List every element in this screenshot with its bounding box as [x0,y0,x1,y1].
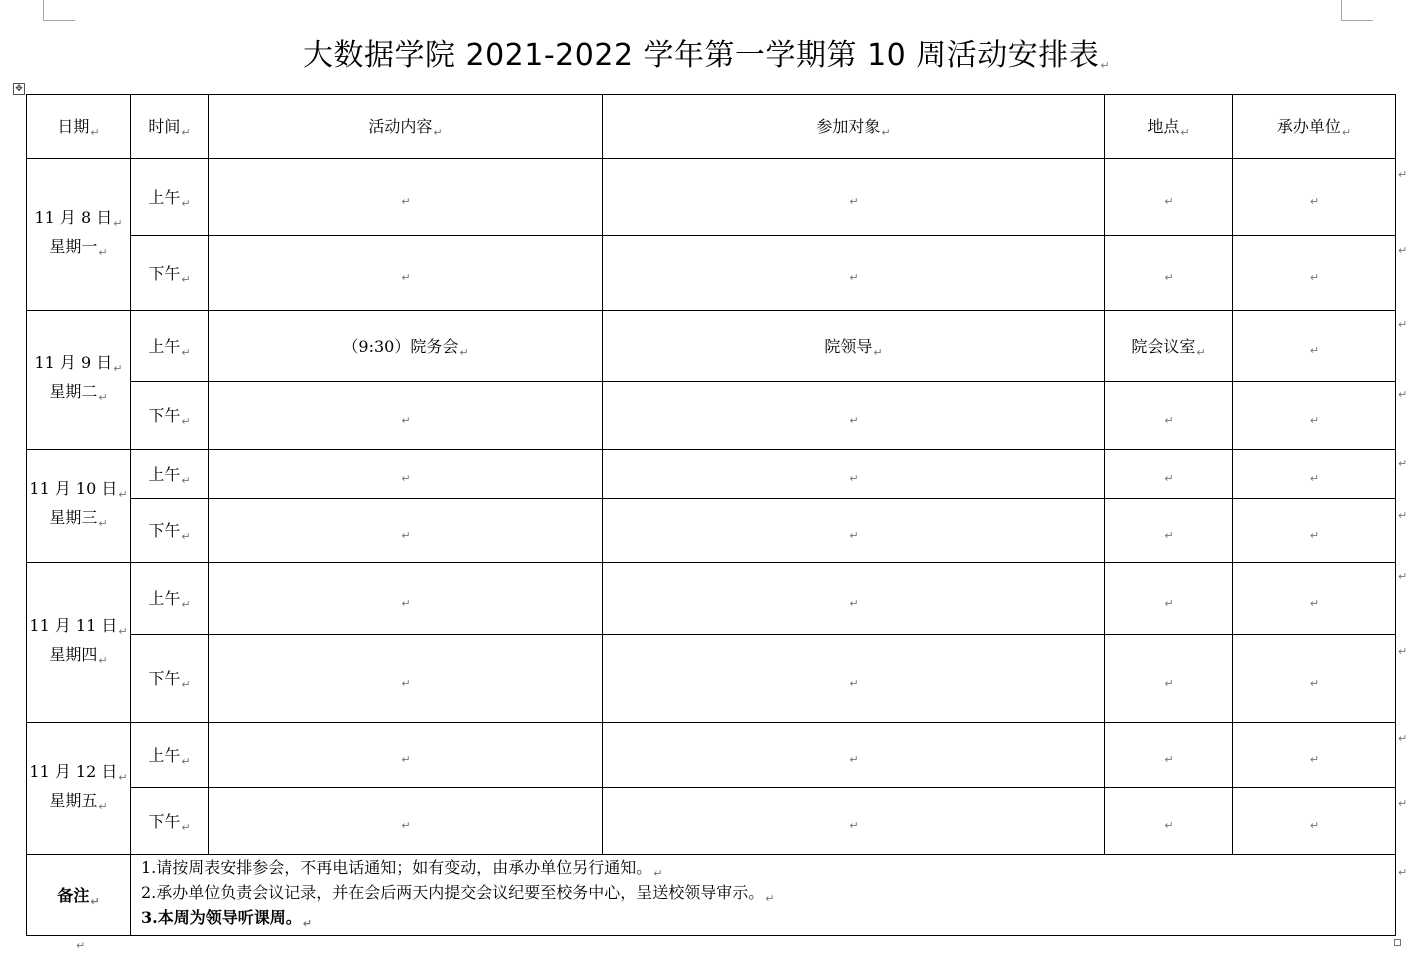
paragraph-mark-icon: ↵ [118,488,128,501]
activity-cell[interactable] [209,788,603,855]
paragraph-mark-icon: ↵ [849,528,859,542]
paragraph-mark-icon: ↵ [849,472,859,485]
location-cell[interactable] [1105,723,1233,788]
location-cell[interactable] [1105,159,1233,236]
period-cell[interactable] [131,236,209,311]
paragraph-mark-icon: ↵ [653,866,663,880]
period-cell-text: 上午 [148,589,181,608]
paragraph-mark-icon: ↵ [765,891,775,905]
table-row [27,311,1396,382]
date-cell[interactable] [27,159,131,311]
paragraph-mark-icon: ↵ [401,195,411,208]
table-move-handle-icon[interactable]: ✥ [13,83,25,95]
row-end-mark-icon: ↵ [1398,645,1408,658]
paragraph-mark-icon: ↵ [98,517,108,530]
organizer-cell[interactable] [1233,450,1396,499]
paragraph-mark-icon: ↵ [98,245,108,259]
organizer-cell[interactable] [1233,723,1396,788]
header-activity[interactable] [209,95,603,159]
participants-cell[interactable] [603,499,1105,563]
organizer-cell[interactable] [1233,499,1396,563]
location-cell[interactable] [1105,311,1233,382]
table-row [27,159,1396,236]
date-text: 11 月 10 日 [29,479,118,498]
paragraph-mark-icon: ↵ [90,894,100,908]
location-cell-text: 院会议室 [1131,336,1196,356]
paragraph-mark-icon: ↵ [849,596,859,610]
paragraph-mark-icon: ↵ [90,126,100,139]
schedule-table-body [27,95,1396,936]
paragraph-mark-icon: ↵ [1164,472,1174,485]
paragraph-mark-icon: ↵ [1164,753,1174,766]
participants-cell[interactable] [603,159,1105,236]
participants-cell[interactable] [603,236,1105,311]
row-end-mark-icon: ↵ [1398,244,1408,257]
paragraph-mark-icon: ↵ [181,196,191,210]
notes-row [27,855,1396,936]
paragraph-mark-icon: ↵ [181,530,191,543]
row-end-mark-icon: ↵ [1398,509,1408,522]
organizer-cell[interactable] [1233,311,1396,382]
organizer-cell[interactable] [1233,788,1396,855]
period-cell[interactable] [131,499,209,563]
paragraph-mark-icon: ↵ [1309,344,1320,357]
paragraph-mark-icon: ↵ [401,676,411,690]
paragraph-mark-icon: ↵ [881,126,891,139]
location-cell[interactable] [1105,499,1233,563]
header-time[interactable] [131,95,209,159]
date-text: 11 月 8 日 [34,207,113,227]
paragraph-mark-icon: ↵ [401,472,411,485]
organizer-cell[interactable] [1233,382,1396,450]
paragraph-mark-icon: ↵ [181,820,191,834]
location-cell[interactable] [1105,563,1233,635]
paragraph-mark-icon: ↵ [181,415,191,428]
date-cell[interactable] [27,311,131,450]
paragraph-mark-icon: ↵ [1164,819,1174,832]
table-row [27,236,1396,311]
participants-cell[interactable] [603,723,1105,788]
paragraph-mark-icon: ↵ [849,753,859,766]
activity-cell[interactable] [209,382,603,450]
date-text: 11 月 11 日 [29,615,118,635]
paragraph-mark-icon: ↵ [1341,126,1352,139]
table-row [27,723,1396,788]
table-header-row [27,95,1396,159]
header-time-text: 时间 [148,117,181,136]
paragraph-mark-icon: ↵ [181,598,191,611]
crop-mark-top-left [43,0,44,20]
participants-cell[interactable] [603,311,1105,382]
period-cell-text: 下午 [148,263,181,283]
paragraph-mark-icon: ↵ [181,345,191,359]
paragraph-mark-icon: ↵ [98,653,108,667]
weekday-text: 星期五 [49,790,98,810]
header-participants-text: 参加对象 [816,117,881,136]
location-cell[interactable] [1105,236,1233,311]
activity-cell[interactable] [209,563,603,635]
row-end-mark-icon: ↵ [1398,457,1408,470]
activity-cell[interactable] [209,311,603,382]
notes-label: 备注 [57,885,90,905]
paragraph-mark-icon: ↵ [181,678,191,691]
table-resize-handle-icon[interactable] [1394,939,1401,946]
period-cell[interactable] [131,635,209,723]
period-cell-text: 上午 [148,745,181,765]
paragraph-mark-icon: ↵ [1180,126,1190,139]
table-row [27,563,1396,635]
document-title-text: 大数据学院 2021-2022 学年第一学期第 10 周活动安排表 [302,38,1100,73]
activity-cell[interactable] [209,723,603,788]
participants-cell[interactable] [603,382,1105,450]
paragraph-mark-icon: ↵ [433,126,443,139]
paragraph-mark-icon: ↵ [113,362,123,375]
note-line [141,883,1395,908]
table-row [27,499,1396,563]
paragraph-mark-icon: ↵ [849,271,859,284]
crop-mark-top-right [1341,20,1373,21]
period-cell-text: 下午 [148,811,181,831]
paragraph-mark-icon: ↵ [181,272,191,286]
period-cell-text: 上午 [148,336,181,356]
paragraph-mark-icon: ↵ [1309,472,1320,485]
header-activity-text: 活动内容 [368,117,433,136]
period-cell[interactable] [131,450,209,499]
date-cell[interactable] [27,723,131,855]
header-location-text: 地点 [1147,117,1180,136]
paragraph-mark-icon: ↵ [1309,413,1320,427]
period-cell[interactable] [131,563,209,635]
note-text: 1.请按周表安排参会，不再电话通知；如有变动，由承办单位另行通知。 [141,857,653,877]
document-title [0,30,1413,74]
period-cell-text: 下午 [148,406,181,425]
paragraph-mark-icon: ↵ [459,345,469,359]
activity-cell-text: （9:30）院务会 [342,336,459,356]
table-row [27,450,1396,499]
paragraph-mark-icon: ↵ [1309,596,1320,610]
end-paragraph-mark-icon: ↵ [76,939,86,952]
paragraph-mark-icon: ↵ [181,754,191,768]
date-text: 11 月 9 日 [34,353,113,372]
period-cell[interactable] [131,159,209,236]
paragraph-mark-icon: ↵ [401,819,411,832]
weekday-text: 星期二 [49,382,98,401]
paragraph-mark-icon: ↵ [1164,596,1174,610]
schedule-table [26,94,1396,936]
period-cell[interactable] [131,723,209,788]
note-text: 2.承办单位负责会议记录，并在会后两天内提交会议纪要至校务中心，呈送校领导审示。 [141,882,765,902]
activity-cell[interactable] [209,450,603,499]
paragraph-mark-icon: ↵ [401,753,411,766]
crop-mark-top-left [43,20,75,21]
paragraph-mark-icon: ↵ [302,916,312,930]
date-cell[interactable] [27,450,131,563]
date-text: 11 月 12 日 [29,761,118,781]
paragraph-mark-icon: ↵ [849,413,859,427]
table-row [27,788,1396,855]
participants-cell[interactable] [603,635,1105,723]
activity-cell[interactable] [209,236,603,311]
paragraph-mark-icon: ↵ [849,676,859,690]
header-date[interactable] [27,95,131,159]
period-cell[interactable] [131,382,209,450]
paragraph-mark-icon: ↵ [1164,195,1174,208]
paragraph-mark-icon: ↵ [401,413,411,427]
activity-cell[interactable] [209,159,603,236]
paragraph-mark-icon: ↵ [401,271,411,284]
header-organizer[interactable] [1233,95,1396,159]
paragraph-mark-icon: ↵ [849,819,859,832]
period-cell-text: 上午 [148,464,181,484]
organizer-cell[interactable] [1233,159,1396,236]
participants-cell[interactable] [603,450,1105,499]
paragraph-mark-icon: ↵ [1309,271,1320,284]
paragraph-mark-icon: ↵ [849,195,859,208]
row-end-mark-icon: ↵ [1398,570,1408,583]
row-end-mark-icon: ↵ [1398,318,1408,331]
paragraph-mark-icon: ↵ [118,624,128,638]
activity-cell[interactable] [209,499,603,563]
row-end-mark-icon: ↵ [1398,866,1408,879]
row-end-mark-icon: ↵ [1398,168,1408,181]
organizer-cell[interactable] [1233,563,1396,635]
paragraph-mark-icon: ↵ [1309,676,1320,690]
paragraph-mark-icon: ↵ [1309,195,1320,208]
paragraph-mark-icon: ↵ [1196,345,1206,359]
note-line [141,908,1395,933]
weekday-text: 星期一 [49,236,98,256]
header-organizer-text: 承办单位 [1276,117,1341,136]
paragraph-mark-icon: ↵ [98,391,108,404]
paragraph-mark-icon: ↵ [181,473,191,487]
paragraph-mark-icon: ↵ [1164,413,1174,427]
period-cell[interactable] [131,311,209,382]
paragraph-mark-icon: ↵ [1164,271,1174,284]
paragraph-mark-icon: ↵ [1309,753,1320,766]
period-cell-text: 下午 [148,669,181,688]
date-cell[interactable] [27,563,131,723]
paragraph-mark-icon: ↵ [181,126,191,139]
table-row [27,382,1396,450]
location-cell[interactable] [1105,635,1233,723]
paragraph-mark-icon: ↵ [1164,528,1174,542]
activity-cell[interactable] [209,635,603,723]
note-text: 3.本周为领导听课周。 [141,907,302,927]
participants-cell[interactable] [603,788,1105,855]
row-end-mark-icon: ↵ [1398,388,1408,401]
paragraph-mark-icon: ↵ [1309,528,1320,542]
weekday-text: 星期三 [49,508,98,527]
paragraph-mark-icon: ↵ [98,799,108,813]
weekday-text: 星期四 [49,644,98,664]
table-row [27,635,1396,723]
row-end-mark-icon: ↵ [1398,732,1408,745]
notes-cell[interactable] [131,855,1396,936]
participants-cell-text: 院领导 [824,336,873,356]
paragraph-mark-icon: ↵ [1100,59,1111,72]
header-date-text: 日期 [57,117,90,136]
organizer-cell[interactable] [1233,236,1396,311]
period-cell-text: 上午 [148,187,181,207]
participants-cell[interactable] [603,563,1105,635]
paragraph-mark-icon: ↵ [113,216,123,230]
header-participants[interactable] [603,95,1105,159]
paragraph-mark-icon: ↵ [118,770,128,784]
notes-label-cell [27,855,131,936]
header-location[interactable] [1105,95,1233,159]
paragraph-mark-icon: ↵ [401,596,411,610]
paragraph-mark-icon: ↵ [873,345,883,359]
crop-mark-top-right [1341,0,1342,20]
location-cell[interactable] [1105,382,1233,450]
paragraph-mark-icon: ↵ [1164,676,1174,690]
paragraph-mark-icon: ↵ [401,528,411,542]
location-cell[interactable] [1105,450,1233,499]
paragraph-mark-icon: ↵ [1309,819,1320,832]
note-line [141,858,1395,883]
row-end-mark-icon: ↵ [1398,797,1408,810]
organizer-cell[interactable] [1233,635,1396,723]
period-cell[interactable] [131,788,209,855]
location-cell[interactable] [1105,788,1233,855]
period-cell-text: 下午 [148,521,181,540]
